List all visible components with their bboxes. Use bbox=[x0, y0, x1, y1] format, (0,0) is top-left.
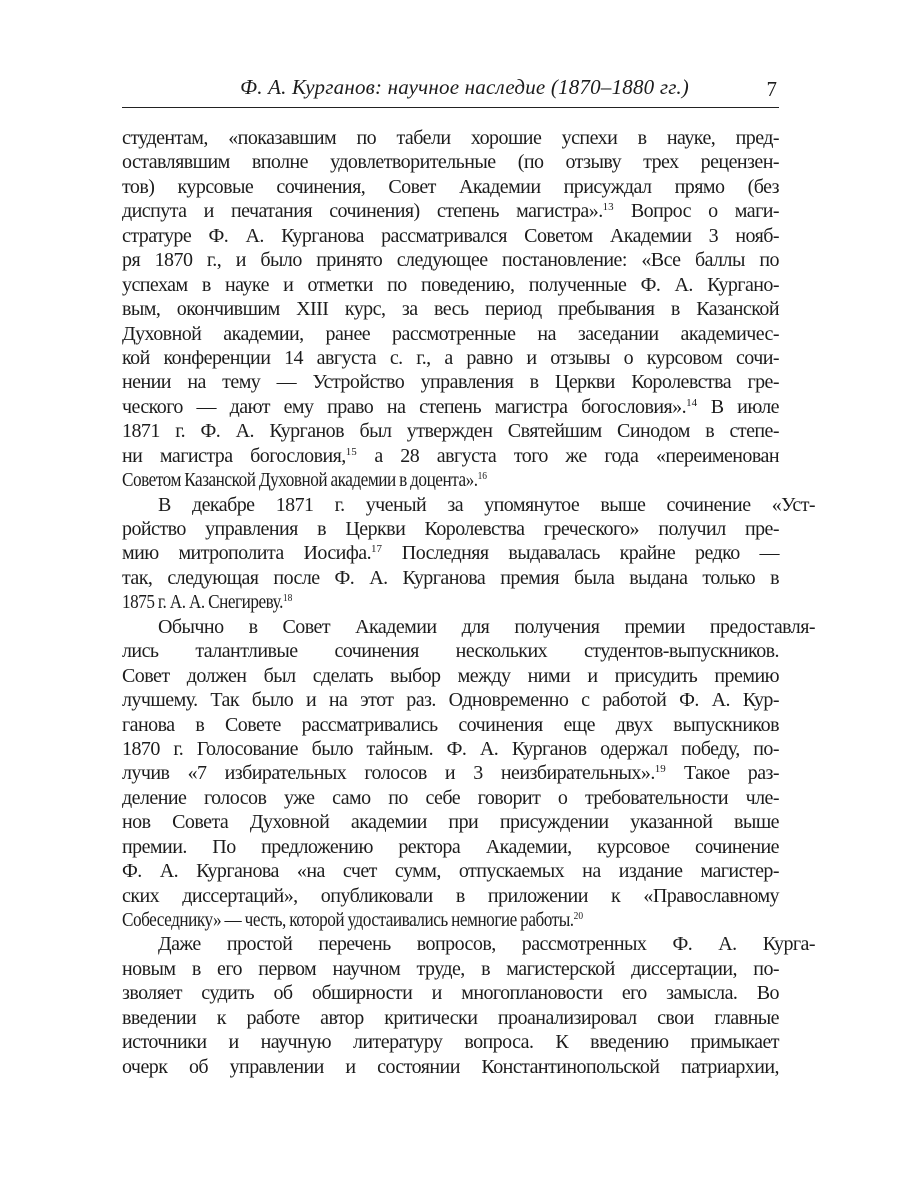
line-text: тов) курсовые сочинения, Совет Академии присуждал прямо (без bbox=[122, 175, 779, 198]
line-text: Совет должен был сделать выбор между ними и присудить премию bbox=[122, 664, 779, 687]
line-text: очерк об управлении и состоянии Константинопольской патриархии, bbox=[122, 1055, 779, 1078]
text-line bbox=[122, 713, 779, 737]
line-text: нении на тему — Устройство управления в Церкви Королевства гре- bbox=[122, 371, 779, 394]
text-line bbox=[122, 615, 815, 639]
line-text: диспута и печатания сочинения) степень магистра». bbox=[122, 200, 603, 223]
text-line bbox=[122, 297, 779, 321]
text-line bbox=[122, 126, 779, 150]
text-line bbox=[122, 541, 779, 565]
text-line bbox=[122, 1006, 779, 1030]
line-text-after: Последняя выдавалась крайне редко — bbox=[382, 542, 779, 565]
page-number: 7 bbox=[766, 77, 777, 101]
text-line bbox=[122, 322, 779, 346]
line-text: ря 1870 г., и было принято следующее постановление: «Все баллы по bbox=[122, 249, 779, 272]
text-line bbox=[122, 566, 779, 590]
text-line bbox=[122, 517, 779, 541]
line-text: 1875 г. А. А. Снегиреву. bbox=[122, 591, 283, 614]
line-text: нов Совета Духовной академии при присуждении указанной выше bbox=[122, 811, 779, 834]
text-line bbox=[122, 664, 779, 688]
text-line bbox=[122, 199, 779, 223]
text-line bbox=[122, 248, 779, 272]
footnote-ref[interactable]: 16 bbox=[477, 470, 488, 483]
footnote-ref[interactable]: 19 bbox=[654, 763, 666, 776]
line-text: деление голосов уже само по себе говорит о требовательности чле- bbox=[122, 786, 779, 809]
text-line bbox=[122, 957, 779, 981]
text-line bbox=[122, 395, 779, 419]
text-line bbox=[122, 419, 779, 443]
paragraph bbox=[122, 615, 815, 933]
line-text: ческого — дают ему право на степень магистра богословия». bbox=[122, 395, 687, 418]
text-line bbox=[122, 150, 779, 174]
line-text: оставлявшим вполне удовлетворительные (по отзыву трех рецензен- bbox=[122, 151, 779, 174]
footnote-ref[interactable]: 18 bbox=[282, 592, 293, 605]
line-text: Ф. А. Курганова «на счет сумм, отпускаемых на издание магистер- bbox=[122, 860, 779, 883]
line-text: мию митрополита Иосифа. bbox=[122, 542, 372, 565]
text-line bbox=[122, 493, 815, 517]
footnote-ref[interactable]: 14 bbox=[686, 396, 698, 409]
line-text: Даже простой перечень вопросов, рассмотренных Ф. А. Курга- bbox=[158, 933, 815, 956]
text-line bbox=[122, 859, 779, 883]
line-text: так, следующая после Ф. А. Курганова премия была выдана только в bbox=[122, 566, 779, 589]
line-text: 1871 г. Ф. А. Курганов был утвержден Святейшим Синодом в степе- bbox=[122, 420, 779, 443]
line-text: кой конференции 14 августа с. г., а равно и отзывы о курсовом сочи- bbox=[122, 346, 779, 369]
line-text: введении к работе автор критически проанализировал свои главные bbox=[122, 1006, 779, 1029]
footnote-ref[interactable]: 17 bbox=[371, 543, 383, 556]
line-text: 1870 г. Голосование было тайным. Ф. А. Курганов одержал победу, по- bbox=[122, 737, 779, 760]
line-text-after: Вопрос о маги- bbox=[613, 200, 779, 223]
body-text bbox=[122, 126, 815, 1079]
text-line bbox=[122, 273, 779, 297]
text-line bbox=[122, 932, 815, 956]
running-title: Ф. А. Курганов: научное наследие (1870–1880 гг.) bbox=[240, 75, 689, 99]
text-line bbox=[122, 737, 779, 761]
paragraph bbox=[122, 493, 815, 615]
text-line bbox=[122, 1055, 779, 1079]
line-text: новым в его первом научном труде, в магистерской диссертации, по- bbox=[122, 957, 779, 980]
line-text: Духовной академии, ранее рассмотренные на заседании академичес- bbox=[122, 322, 779, 345]
text-line bbox=[122, 908, 583, 932]
text-line bbox=[122, 468, 487, 492]
text-line bbox=[122, 444, 779, 468]
line-text: ройство управления в Церкви Королевства греческого» получил пре- bbox=[122, 518, 779, 540]
text-line bbox=[122, 346, 779, 370]
paragraph bbox=[122, 932, 815, 1079]
line-text: лучшему. Так было и на этот раз. Одновременно с работой Ф. А. Кур- bbox=[122, 689, 779, 712]
line-text: Собеседнику» — честь, которой удостаивались немногие работы. bbox=[122, 909, 574, 931]
line-text: премии. По предложению ректора Академии, курсовое сочинение bbox=[122, 835, 779, 858]
line-text-after: Такое раз- bbox=[665, 762, 780, 785]
line-text: ни магистра богословия, bbox=[122, 444, 346, 467]
line-text: источники и научную литературу вопроса. К введению примыкает bbox=[122, 1031, 779, 1054]
text-line bbox=[122, 224, 779, 248]
text-line bbox=[122, 981, 779, 1005]
line-text: стратуре Ф. А. Курганова рассматривался Советом Академии 3 нояб- bbox=[122, 224, 779, 247]
line-text: ских диссертаций», опубликовали в приложении к «Православному bbox=[122, 884, 779, 907]
text-line bbox=[122, 688, 779, 712]
line-text: лись талантливые сочинения нескольких студентов-выпускников. bbox=[122, 640, 779, 663]
line-text: Советом Казанской Духовной академии в доцента». bbox=[122, 469, 478, 492]
line-text: студентам, «показавшим по табели хорошие успехи в науке, пред- bbox=[122, 127, 779, 149]
text-line bbox=[122, 370, 779, 394]
footnote-ref[interactable]: 13 bbox=[602, 201, 614, 214]
line-text-after: В июле bbox=[697, 395, 779, 418]
line-text: вым, окончившим XIII курс, за весь период пребывания в Казанской bbox=[122, 298, 779, 321]
text-line bbox=[122, 590, 292, 614]
line-text: зволяет судить об обширности и многоплановости его замысла. Во bbox=[122, 982, 779, 1005]
text-line bbox=[122, 884, 779, 908]
line-text: В декабре 1871 г. ученый за упомянутое выше сочинение «Уст- bbox=[158, 493, 815, 516]
text-line bbox=[122, 835, 779, 859]
text-line bbox=[122, 761, 779, 785]
text-line bbox=[122, 786, 779, 810]
line-text: Обычно в Совет Академии для получения премии предоставля- bbox=[158, 615, 815, 638]
text-line bbox=[122, 639, 779, 663]
paragraph bbox=[122, 126, 779, 493]
line-text-after: а 28 августа того же года «переименован bbox=[356, 444, 779, 467]
book-page bbox=[122, 72, 815, 1079]
running-header bbox=[122, 72, 779, 108]
line-text: успехам в науке и отметки по поведению, полученные Ф. А. Курганo- bbox=[122, 273, 779, 296]
text-line bbox=[122, 810, 779, 834]
line-text: лучив «7 избирательных голосов и 3 неизбирательных». bbox=[122, 762, 655, 785]
line-text: ганова в Совете рассматривались сочинения еще двух выпускников bbox=[122, 713, 779, 736]
text-line bbox=[122, 175, 779, 199]
text-line bbox=[122, 1030, 779, 1054]
footnote-ref[interactable]: 20 bbox=[573, 910, 584, 922]
footnote-ref[interactable]: 15 bbox=[345, 445, 357, 458]
